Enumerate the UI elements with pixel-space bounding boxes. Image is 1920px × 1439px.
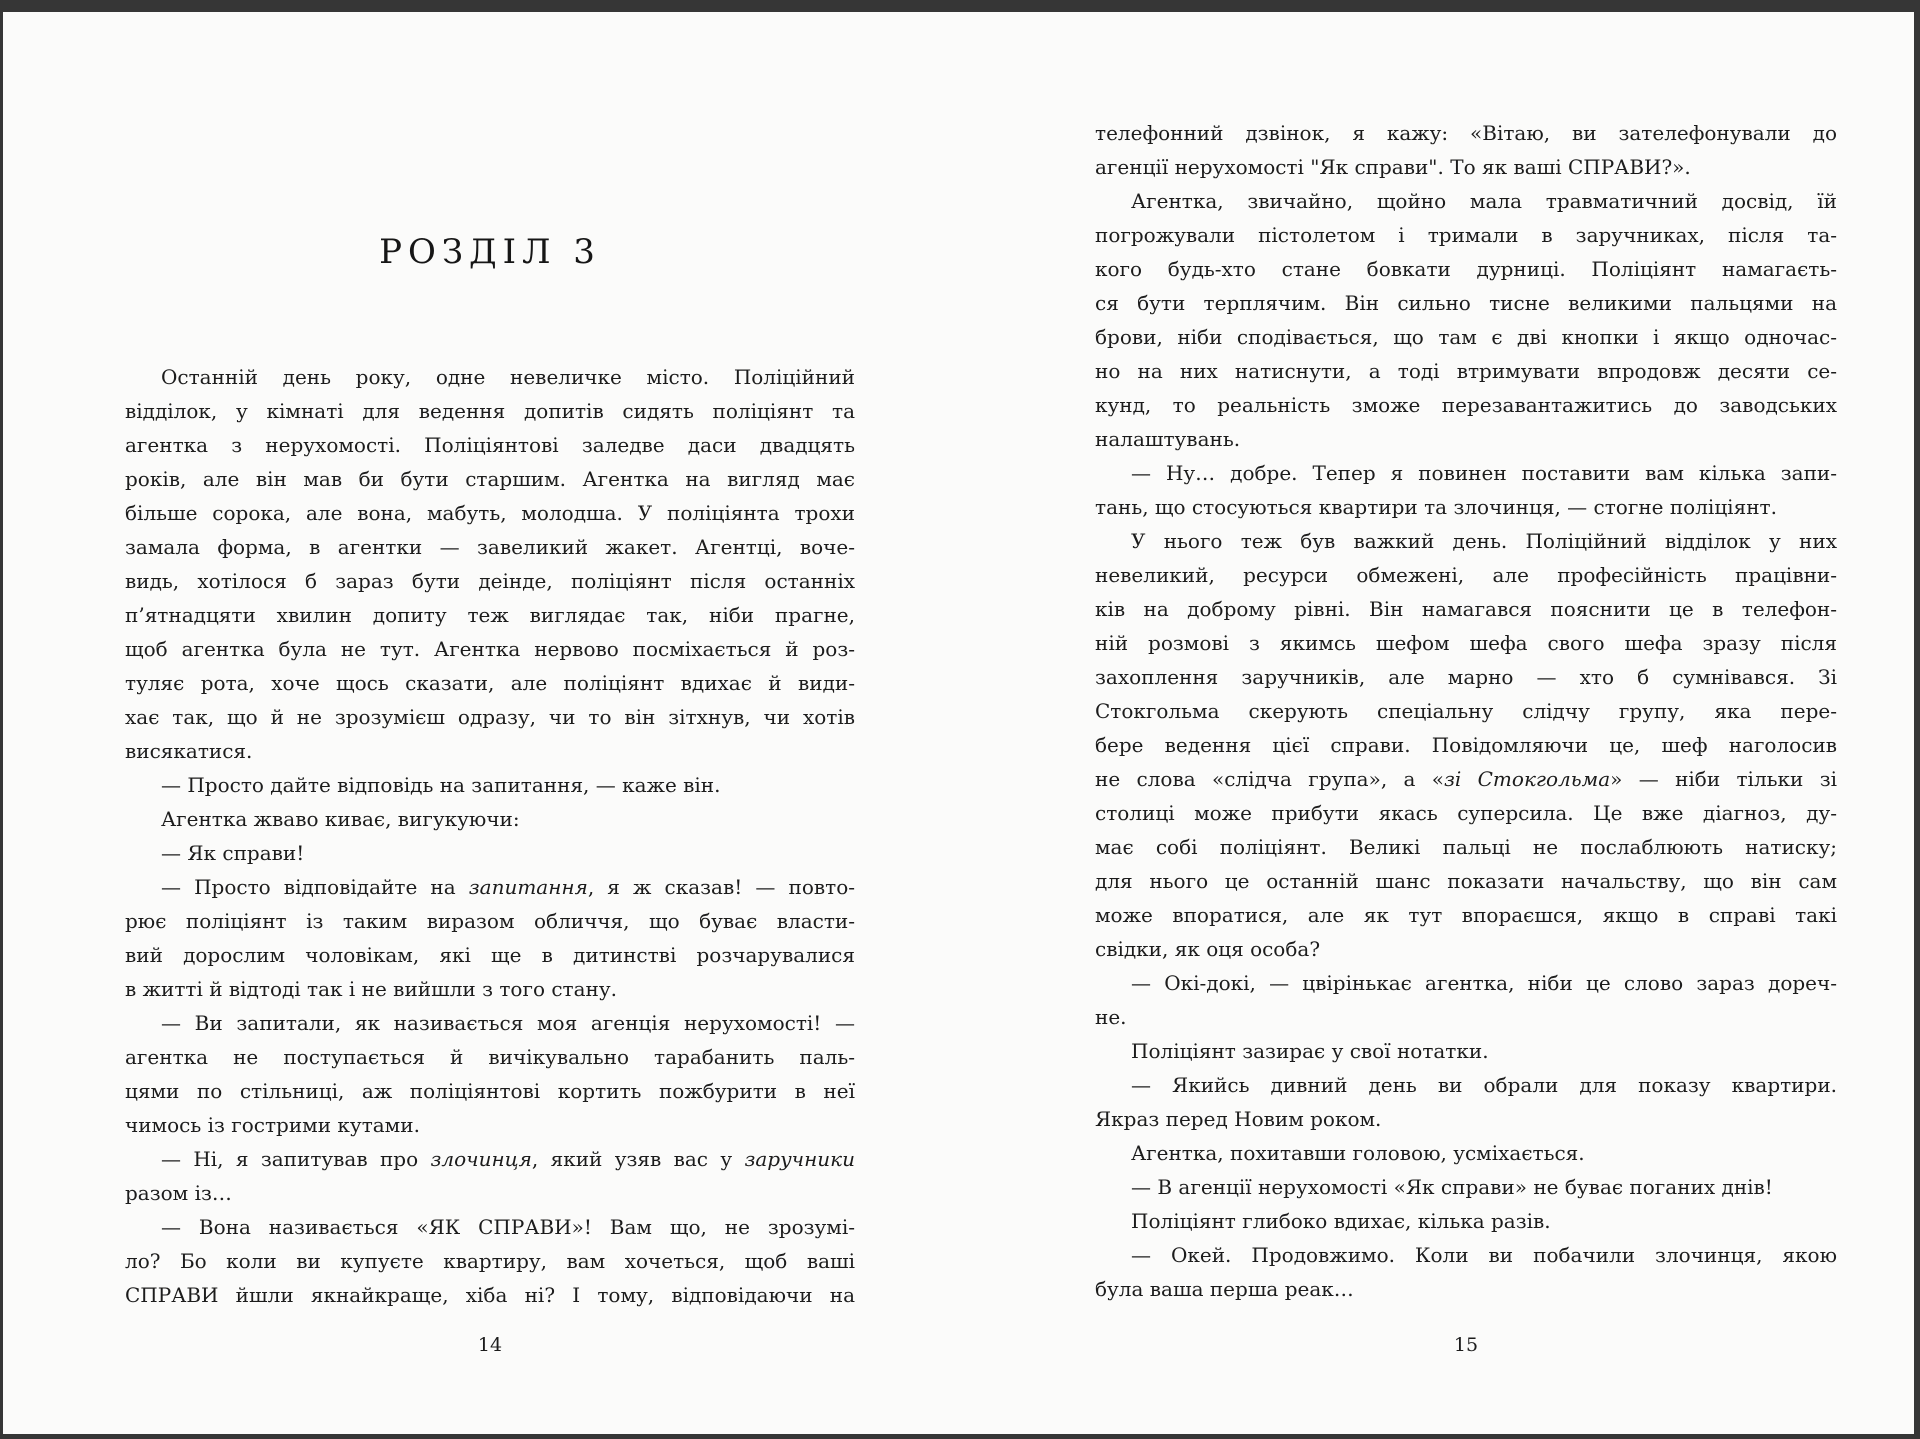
text-line: налаштувань. [1095, 427, 1241, 451]
text-line: агентка не поступається й вичікувально тарабанить паль- [125, 1045, 855, 1069]
text-line: — Як справи! [161, 841, 305, 865]
text-line: — Якийсь дивний день ви обрали для показу квартири. [1131, 1073, 1837, 1097]
text-line: Останній день року, одне невеличке місто. Поліційний [161, 365, 855, 389]
text-line: ній розмові з якимсь шефом шефа свого шефа зразу після [1095, 631, 1837, 655]
text-line: ся бути терплячим. Він сильно тисне великими пальцями на [1095, 291, 1837, 315]
page-number-right: 15 [1453, 1334, 1479, 1356]
text-line: но на них натиснути, а тоді втримувати впродовж десяти се- [1095, 359, 1837, 383]
text-line: СПРАВИ йшли якнайкраще, хіба ні? І тому, відповідаючи на [125, 1283, 855, 1307]
text-line: відділок, у кімнаті для ведення допитів сидять поліціянт та [125, 399, 855, 423]
text-line: агентка з нерухомості. Поліціянтові заледве даси двадцять [125, 433, 855, 457]
text-line: щоб агентка була не тут. Агентка нервово посміхається й роз- [125, 637, 855, 661]
book-spread [3, 12, 1914, 1434]
text-line: столиці може прибути якась суперсила. Це вже діагноз, ду- [1095, 801, 1837, 825]
text-line: п’ятнадцяти хвилин допиту теж виглядає так, ніби прагне, [125, 603, 855, 627]
text-line: погрожували пістолетом і тримали в заручниках, після та- [1095, 223, 1837, 247]
text-line: не слова «слідча група», а «зі Стокгольма» — ніби тільки зі [1095, 767, 1838, 791]
text-line: — Ну… добре. Тепер я повинен поставити вам кілька запи- [1131, 461, 1837, 485]
text-line: разом із… [125, 1181, 232, 1205]
text-line: була ваша перша реак… [1095, 1277, 1354, 1301]
text-line: — Просто дайте відповідь на запитання, — каже він. [161, 773, 721, 797]
right-page-text [1095, 116, 1837, 1306]
text-line: Стокгольма скерують спеціальну слідчу групу, яка пере- [1095, 699, 1837, 723]
text-line: Агентка жваво киває, вигукуючи: [161, 807, 520, 831]
text-line: брови, ніби сподівається, що там є дві кнопки і якщо одночас- [1095, 325, 1837, 349]
text-line: більше сорока, але вона, мабуть, молодша. У поліціянта трохи [125, 501, 855, 525]
text-line: Поліціянт глибоко вдихає, кілька разів. [1131, 1209, 1551, 1233]
text-line: кого будь-хто стане бовкати дурниці. Поліціянт намагаєть- [1095, 257, 1837, 281]
text-line: Якраз перед Новим роком. [1095, 1107, 1382, 1131]
text-line: може впоратися, але як тут впораєшся, якщо в справі такі [1095, 903, 1837, 927]
text-line: — Окей. Продовжимо. Коли ви побачили злочинця, якою [1131, 1243, 1837, 1267]
text-line: не. [1095, 1005, 1127, 1029]
text-line: — Ви запитали, як називається моя агенція нерухомості! — [161, 1011, 855, 1035]
text-line: ло? Бо коли ви купуєте квартиру, вам хочеться, щоб ваші [125, 1249, 855, 1273]
text-line: замала форма, в агентки — завеликий жакет. Агентці, воче- [125, 535, 855, 559]
text-line: — Ні, я запитував про злочинця, який узяв вас у заручники [161, 1147, 855, 1171]
text-line: бере ведення цієї справи. Повідомляючи це, шеф наголосив [1095, 733, 1837, 757]
chapter-heading: РОЗДІЛ 3 [379, 232, 601, 272]
text-line: років, але він мав би бути старшим. Агентка на вигляд має [125, 467, 855, 491]
text-line: для нього це останній шанс показати начальству, що він сам [1095, 869, 1837, 893]
text-line: агенції нерухомості "Як справи". То як ваші СПРАВИ?». [1095, 155, 1691, 179]
text-line: має собі поліціянт. Великі пальці не послаблюють натиску; [1095, 835, 1837, 859]
text-line: видь, хотілося б зараз бути деінде, поліціянт після останніх [125, 569, 855, 593]
text-line: Агентка, похитавши головою, усміхається. [1131, 1141, 1585, 1165]
text-line: телефонний дзвінок, я кажу: «Вітаю, ви зателефонували до [1095, 121, 1837, 145]
text-line: кунд, то реальність зможе перезавантажитись до заводських [1095, 393, 1837, 417]
text-line: — Просто відповідайте на запитання, я ж сказав! — повто- [161, 875, 855, 899]
text-line: Агентка, звичайно, щойно мала травматичний досвід, їй [1131, 189, 1837, 213]
text-line: вий дорослим чоловікам, які ще в дитинстві розчарувалися [125, 943, 855, 967]
text-line: У нього теж був важкий день. Поліційний відділок у них [1131, 529, 1837, 553]
text-line: Поліціянт зазирає у свої нотатки. [1131, 1039, 1489, 1063]
text-line: висякатися. [125, 739, 253, 763]
text-line: в житті й відтоді так і не вийшли з того стану. [125, 977, 617, 1001]
text-line: цями по стільниці, аж поліціянтові кортить пожбурити в неї [125, 1079, 855, 1103]
left-page-text [125, 360, 855, 1312]
text-line: — В агенції нерухомості «Як справи» не буває поганих днів! [1131, 1175, 1773, 1199]
text-line: — Окі-докі, — цвірінькає агентка, ніби це слово зараз дореч- [1131, 971, 1837, 995]
text-line: свідки, як оця особа? [1095, 937, 1321, 961]
text-line: ків на доброму рівні. Він намагався пояснити це в телефон- [1095, 597, 1837, 621]
text-line: — Вона називається «ЯК СПРАВИ»! Вам що, не зрозумі- [161, 1215, 855, 1239]
text-line: хає так, що й не зрозумієш одразу, чи то він зітхнув, чи хотів [125, 705, 855, 729]
text-line: невеликий, ресурси обмежені, але професійність працівни- [1095, 563, 1837, 587]
text-line: чимось із гострими кутами. [125, 1113, 420, 1137]
page-number-left: 14 [477, 1334, 503, 1356]
text-line: туляє рота, хоче щось сказати, але поліціянт вдихає й види- [125, 671, 855, 695]
text-line: захоплення заручників, але марно — хто б сумнівався. Зі [1095, 665, 1837, 689]
text-line: тань, що стосуються квартири та злочинця, — стогне поліціянт. [1095, 495, 1777, 519]
text-line: рює поліціянт із таким виразом обличчя, що буває власти- [125, 909, 855, 933]
